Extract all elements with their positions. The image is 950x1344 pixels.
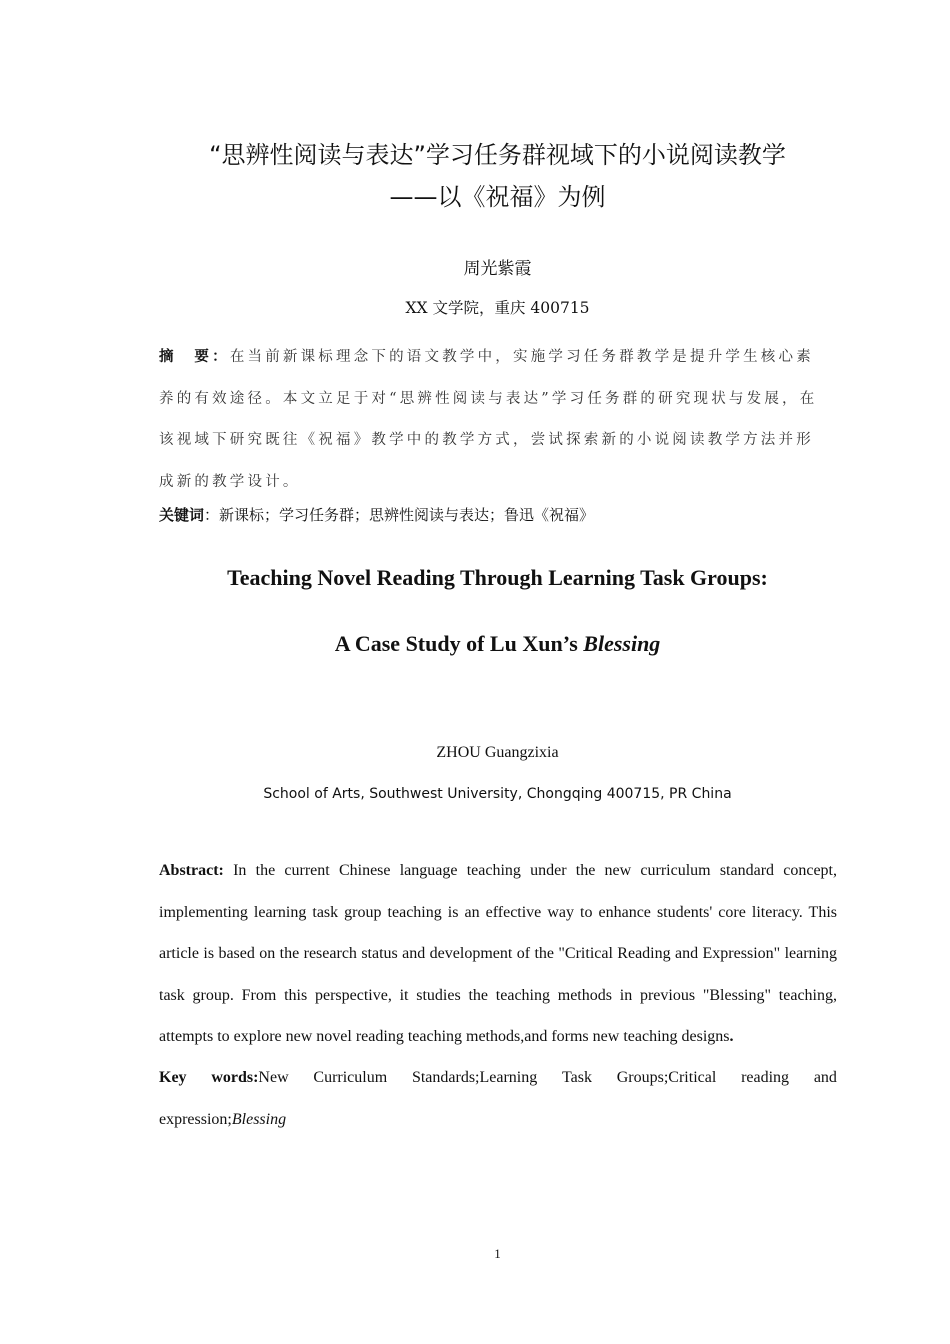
english-keywords-line-2-text: expression; [159, 1110, 232, 1128]
english-keywords-label: words: [211, 1069, 259, 1086]
chinese-keywords-label: 关键词 [159, 506, 205, 524]
english-keywords-word: Groups;Critical [616, 1069, 717, 1086]
english-abstract-text: In the current Chinese language teaching under the new curriculum standard concept, implementing learning task group teaching is an effective way to enhance students' core literacy. This article is based on the research status and development of the "Critical Reading and Expression" learning task group. From this perspective, it studies the teaching methods in previous "Blessing" teaching, attempts to explore new novel reading teaching methods,and forms new teaching designs [159, 862, 837, 1045]
english-title-prefix: A Case Study of Lu Xun’s [334, 631, 584, 656]
english-keywords-word: Task [562, 1069, 592, 1086]
english-keywords-word: and [813, 1069, 837, 1086]
chinese-keywords [159, 503, 839, 527]
english-title-italic: Blessing [583, 631, 661, 656]
english-title-line-1: Teaching Novel Reading Through Learning Task Groups: [227, 565, 768, 590]
page-number: 1 [494, 1246, 501, 1261]
english-keywords-word: reading [741, 1069, 790, 1086]
english-abstract-label: Abstract: [159, 862, 224, 879]
english-keywords-line-2 [159, 1099, 837, 1141]
english-affiliation: School of Arts, Southwest University, Chongqing 400715, PR China [263, 786, 732, 802]
english-keywords-italic: Blessing [231, 1110, 287, 1128]
english-abstract-end: . [729, 1028, 734, 1045]
english-keywords-word: Curriculum [313, 1069, 388, 1086]
chinese-author: 周光紫霞 [463, 259, 532, 279]
english-abstract [159, 850, 837, 1058]
english-keywords-line-1 [159, 1057, 837, 1099]
chinese-keywords-text: ：新课标；学习任务群；思辨性阅读与表达；鲁迅《祝福》 [204, 506, 595, 524]
chinese-abstract-text: 在当前新课标理念下的语文教学中，实施学习任务群教学是提升学生核心素养的有效途径。本文立足于对“思辨性阅读与表达”学习任务群的研究现状与发展，在该视域下研究既往《祝福》教学中的教学方式，尝试探索新的小说阅读教学方法并形成新的教学设计。 [159, 349, 818, 490]
chinese-affiliation: XX 文学院，重庆 400715 [405, 299, 590, 317]
english-title-line-2 [60, 631, 935, 657]
chinese-title-line-2: ——以《祝福》为例 [389, 183, 606, 211]
english-keywords-word: words:New [211, 1069, 289, 1086]
english-keywords [159, 1057, 837, 1140]
chinese-abstract-label: 摘 要： [159, 348, 230, 365]
english-keywords-label: Key [159, 1069, 187, 1086]
english-keywords-word: Standards;Learning [411, 1069, 538, 1086]
chinese-abstract [159, 336, 819, 503]
english-author: ZHOU Guangzixia [436, 744, 559, 761]
chinese-title-line-1: “思辨性阅读与表达”学习任务群视域下的小说阅读教学 [209, 141, 786, 169]
